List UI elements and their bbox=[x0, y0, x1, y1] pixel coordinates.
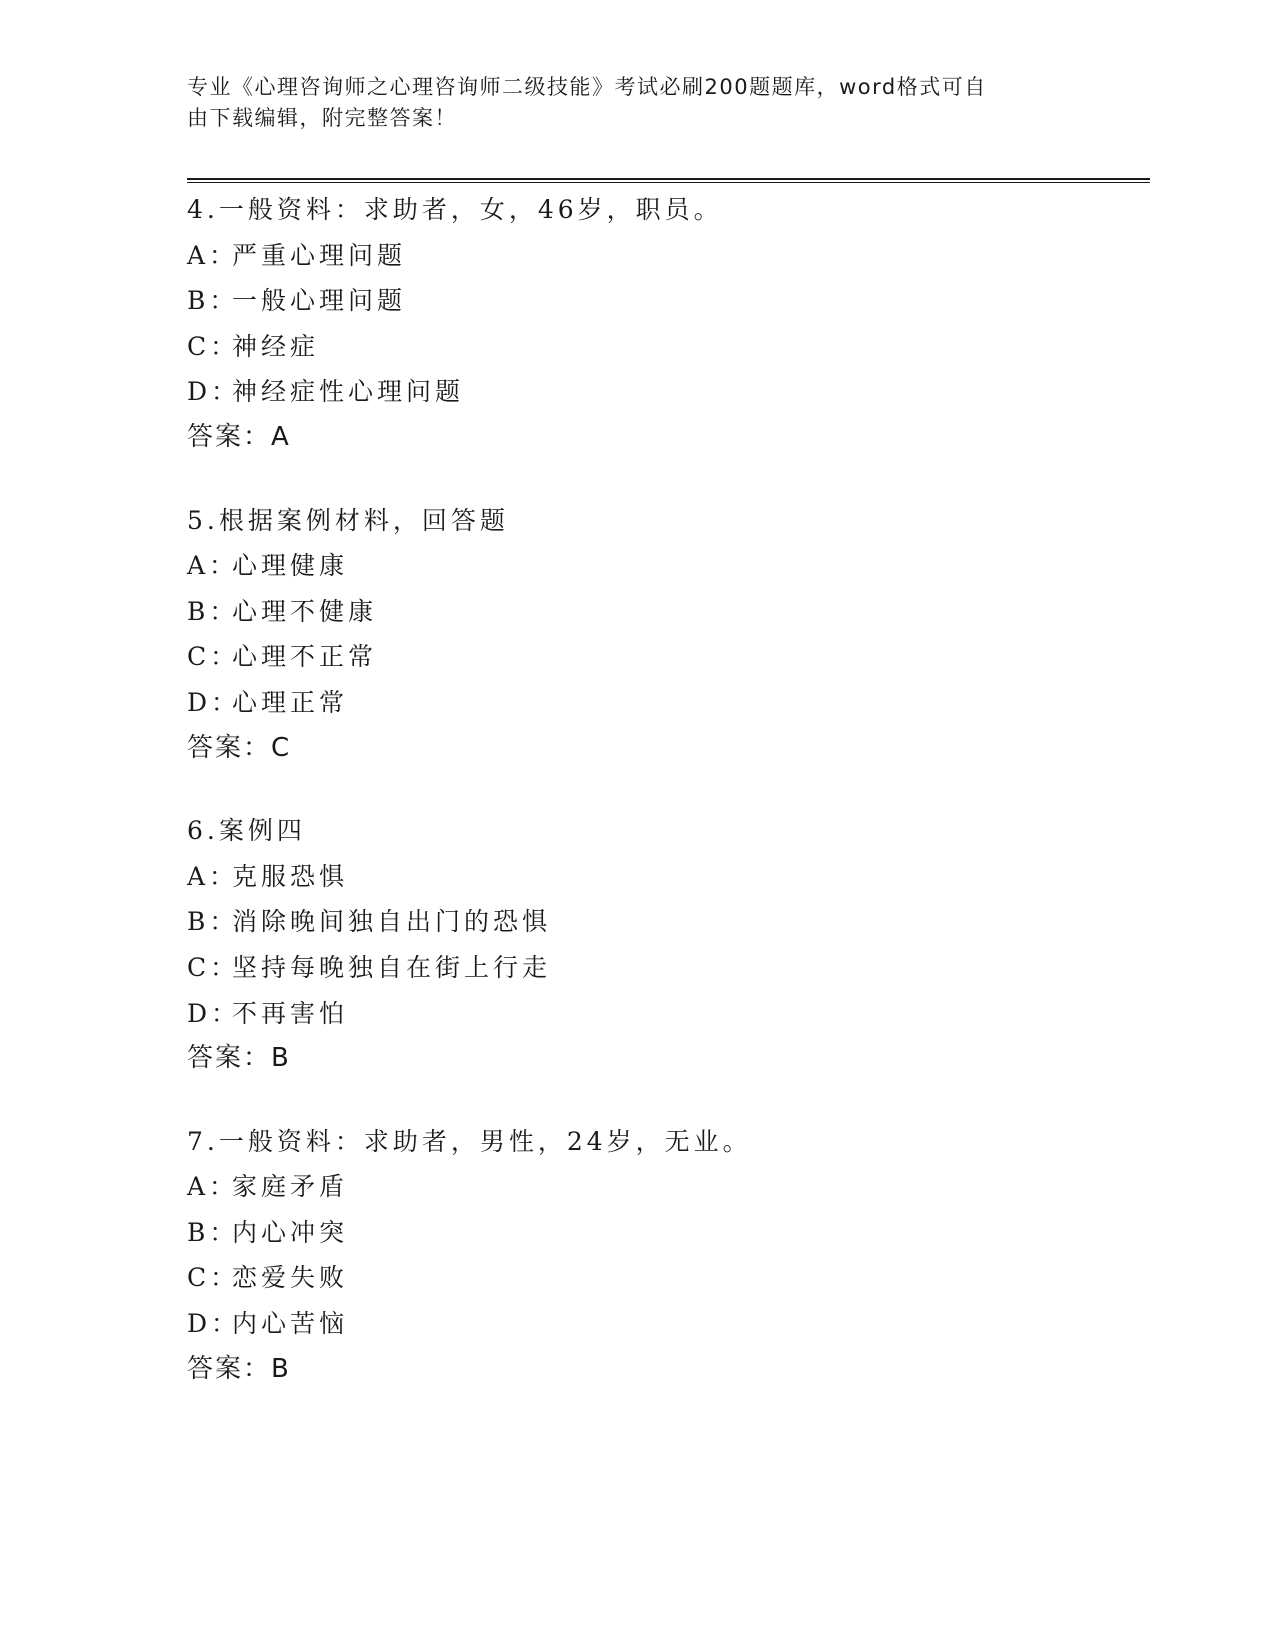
option-a bbox=[187, 233, 1087, 279]
option-c bbox=[187, 1255, 1087, 1301]
question-item bbox=[187, 498, 1087, 772]
header-divider-thin bbox=[187, 182, 1150, 183]
option-b bbox=[187, 278, 1087, 324]
option-key: B： bbox=[187, 1217, 239, 1247]
answer-line: 答案：C bbox=[187, 732, 292, 763]
answer-line: 答案：B bbox=[187, 1353, 291, 1384]
question-item bbox=[187, 1119, 1087, 1393]
option-a bbox=[187, 854, 1087, 900]
header-divider-thick bbox=[187, 178, 1150, 180]
option-key: D： bbox=[187, 1309, 241, 1339]
option-d bbox=[187, 991, 1087, 1037]
option-text: 不再害怕 bbox=[232, 998, 349, 1028]
option-text: 恋爱失败 bbox=[232, 1263, 349, 1293]
option-key: A： bbox=[187, 240, 239, 270]
option-text: 神经症 bbox=[232, 331, 320, 361]
question-stem: 4.一般资料：求助者，女，46岁，职员。 bbox=[187, 195, 723, 224]
option-text: 心理不正常 bbox=[232, 642, 378, 672]
option-key: A： bbox=[187, 1172, 239, 1202]
option-c bbox=[187, 945, 1087, 991]
header-line-1: 专业《心理咨询师之心理咨询师二级技能》考试必刷200题题库，word格式可自 bbox=[187, 75, 987, 99]
option-a bbox=[187, 543, 1087, 589]
option-text: 一般心理问题 bbox=[232, 286, 407, 316]
option-d bbox=[187, 1301, 1087, 1347]
option-key: B： bbox=[187, 286, 239, 316]
option-d bbox=[187, 369, 1087, 415]
option-text: 心理正常 bbox=[232, 687, 349, 717]
option-text: 严重心理问题 bbox=[232, 240, 407, 270]
option-text: 内心冲突 bbox=[232, 1217, 349, 1247]
question-stem: 7.一般资料：求助者，男性，24岁，无业。 bbox=[187, 1126, 752, 1156]
option-text: 心理健康 bbox=[232, 551, 349, 581]
option-text: 神经症性心理问题 bbox=[232, 377, 465, 407]
option-text: 消除晚间独自出门的恐惧 bbox=[232, 907, 552, 937]
option-key: D： bbox=[187, 687, 241, 717]
option-text: 坚持每晚独自在街上行走 bbox=[232, 952, 552, 982]
answer-line: 答案：A bbox=[187, 421, 291, 452]
option-text: 家庭矛盾 bbox=[232, 1172, 349, 1202]
answer-line: 答案：B bbox=[187, 1043, 291, 1074]
option-key: B： bbox=[187, 907, 239, 937]
option-b bbox=[187, 589, 1087, 635]
question-stem: 5.根据案例材料，回答题 bbox=[187, 505, 509, 535]
option-a bbox=[187, 1164, 1087, 1210]
option-text: 内心苦恼 bbox=[232, 1309, 349, 1339]
header-line-2: 由下载编辑，附完整答案！ bbox=[187, 106, 457, 130]
option-key: C： bbox=[187, 642, 240, 672]
option-key: A： bbox=[187, 551, 239, 581]
question-list bbox=[187, 187, 1087, 1429]
option-c bbox=[187, 324, 1087, 370]
option-c bbox=[187, 634, 1087, 680]
question-stem: 6.案例四 bbox=[187, 816, 306, 846]
option-b bbox=[187, 1210, 1087, 1256]
option-text: 克服恐惧 bbox=[232, 861, 349, 891]
option-key: C： bbox=[187, 331, 240, 361]
option-d bbox=[187, 680, 1087, 726]
option-key: B： bbox=[187, 596, 239, 626]
document-header bbox=[187, 72, 1067, 134]
option-key: D： bbox=[187, 377, 241, 407]
option-key: C： bbox=[187, 952, 240, 982]
option-key: C： bbox=[187, 1263, 240, 1293]
option-text: 心理不健康 bbox=[232, 596, 378, 626]
question-item bbox=[187, 187, 1087, 461]
question-item bbox=[187, 808, 1087, 1082]
option-key: D： bbox=[187, 998, 241, 1028]
option-b bbox=[187, 899, 1087, 945]
option-key: A： bbox=[187, 861, 239, 891]
